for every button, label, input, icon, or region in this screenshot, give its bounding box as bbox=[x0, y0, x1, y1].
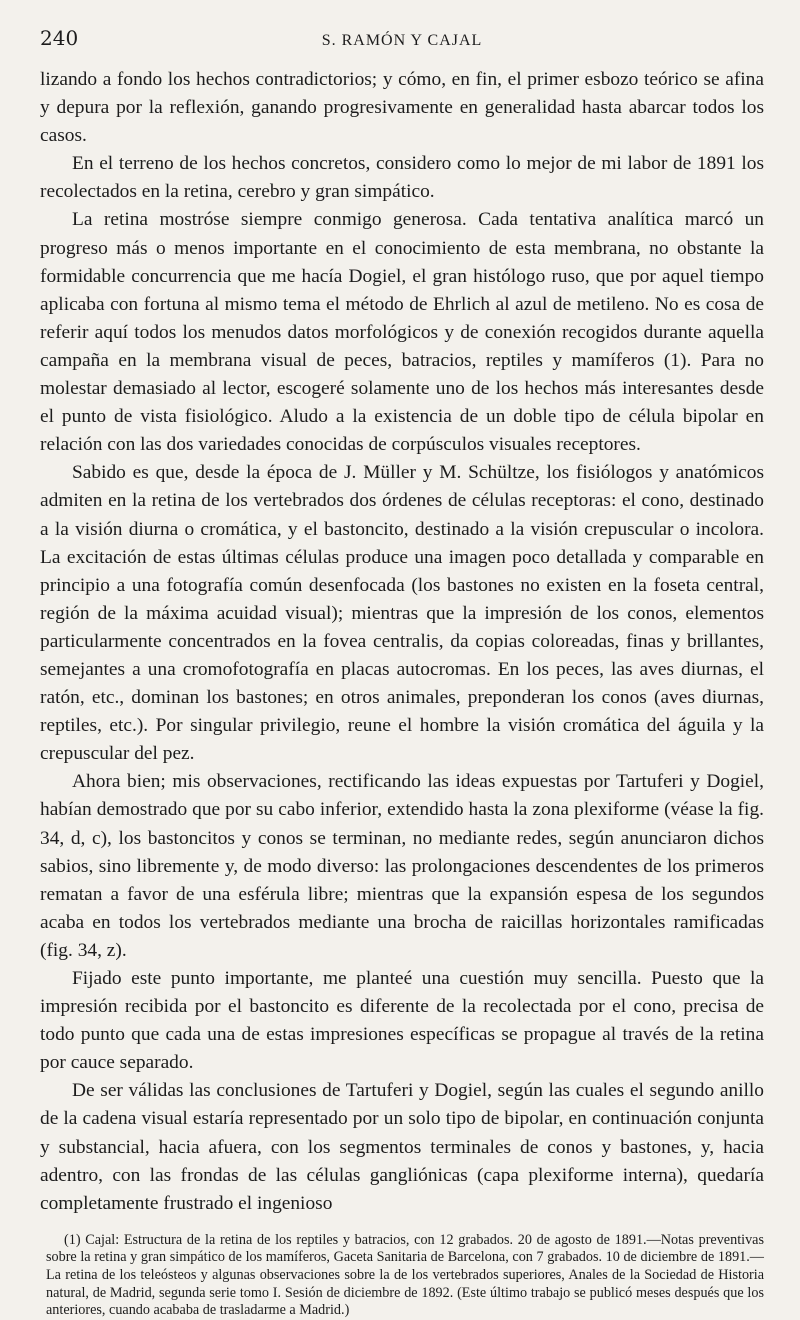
paragraph: lizando a fondo los hechos contradictorios; y cómo, en fin, el primer esbozo teórico se afina y depura por la reflexión, ganando progresivamente en generalidad hasta abarcar todos los casos. bbox=[40, 69, 764, 147]
paragraph: Fijado este punto importante, me planteé una cuestión muy sencilla. Puesto que la impresión recibida por el bastoncito es diferente de la recolectada por el cono, precisa de todo punto que cada una de estas impresiones específicas se propague al través de la retina por cauce separado. bbox=[40, 968, 764, 1074]
footnotes bbox=[40, 1232, 764, 1320]
paragraph: Ahora bien; mis observaciones, rectificando las ideas expuestas por Tartuferi y Dogiel, habían demostrado que por su cabo inferior, extendido hasta la zona plexiforme (véase la fig. 34, d, c), los bastoncitos y conos se terminan, no mediante redes, según anunciaron dichos sabios, sino libremente y, de modo diverso: las prolongaciones descendentes de los primeros rematan a favor de una esférula libre; mientras que la expansión espesa de los segundos acaba en todos los vertebrados mediante una brocha de raicillas horizontales ramificadas (fig. 34, z). bbox=[40, 771, 764, 961]
paragraph: La retina mostróse siempre conmigo generosa. Cada tentativa analítica marcó un progreso más o menos importante en el conocimiento de esta membrana, no obstante la formidable concurrencia que me hacía Dogiel, el gran histólogo ruso, que por aquel tiempo aplicaba con fortuna al mismo tema el método de Ehrlich al azul de metileno. No es cosa de referir aquí todos los menudos datos morfológicos y de conexión recogidos durante aquella campaña en la membrana visual de peces, batracios, reptiles y mamíferos (1). Para no molestar demasiado al lector, escogeré solamente uno de los hechos más interesantes desde el punto de vista fisiológico. Aludo a la existencia de un doble tipo de célula bipolar en relación con las dos variedades conocidas de corpúsculos visuales receptores. bbox=[40, 209, 764, 456]
page-number: 240 bbox=[40, 26, 79, 50]
footnote: (1) Cajal: Estructura de la retina de los reptiles y batracios, con 12 grabados. 20 de agosto de 1891.—Notas preventivas sobre la retina y gran simpático de los mamíferos, Gaceta Sanitaria de Barcelona, con 7 grabados. 10 de diciembre de 1891.—La retina de los teleósteos y algunas observaciones sobre la de los vertebrados superiores, Anales de la Sociedad de Historia natural, de Madrid, segunda serie tomo I. Sesión de diciembre de 1892. (Este último trabajo se publicó meses después que los anteriores, cuando acababa de trasladarme a Madrid.) bbox=[46, 1231, 764, 1319]
running-head-title: S. RAMÓN Y CAJAL bbox=[321, 32, 483, 49]
running-head bbox=[40, 26, 764, 60]
paragraph: Sabido es que, desde la época de J. Müller y M. Schültze, los fisiólogos y anatómicos admiten en la retina de los vertebrados dos órdenes de células receptoras: el cono, destinado a la visión diurna o cromática, y el bastoncito, destinado a la visión crepuscular o incolora. La excitación de estas últimas células produce una imagen poco detallada y comparable en principio a una fotografía común desenfocada (los bastones no existen en la foseta central, región de la máxima acuidad visual); mientras que la impresión de los conos, elementos particularmente concentrados en la fovea centralis, da copias coloreadas, finas y brillantes, semejantes a una cromofotografía en placas autocromas. En los peces, las aves diurnas, el ratón, etc., dominan los bastones; en otros animales, preponderan los conos (aves diurnas, reptiles, etc.). Por singular privilegio, reune el hombre la visión cromática del águila y la crepuscular del pez. bbox=[40, 462, 764, 765]
paragraph: De ser válidas las conclusiones de Tartuferi y Dogiel, según las cuales el segundo anillo de la cadena visual estaría representado por un solo tipo de bipolar, en continuación conjunta y substancial, hacia afuera, con los segmentos terminales de conos y bastones, y, hacia adentro, con las frondas de las células gangliónicas (capa plexiforme interna), quedaría completamente frustrado el ingenioso bbox=[40, 1080, 764, 1214]
body-text bbox=[40, 66, 764, 1218]
paragraph: En el terreno de los hechos concretos, considero como lo mejor de mi labor de 1891 los recolectados en la retina, cerebro y gran simpático. bbox=[40, 153, 764, 203]
